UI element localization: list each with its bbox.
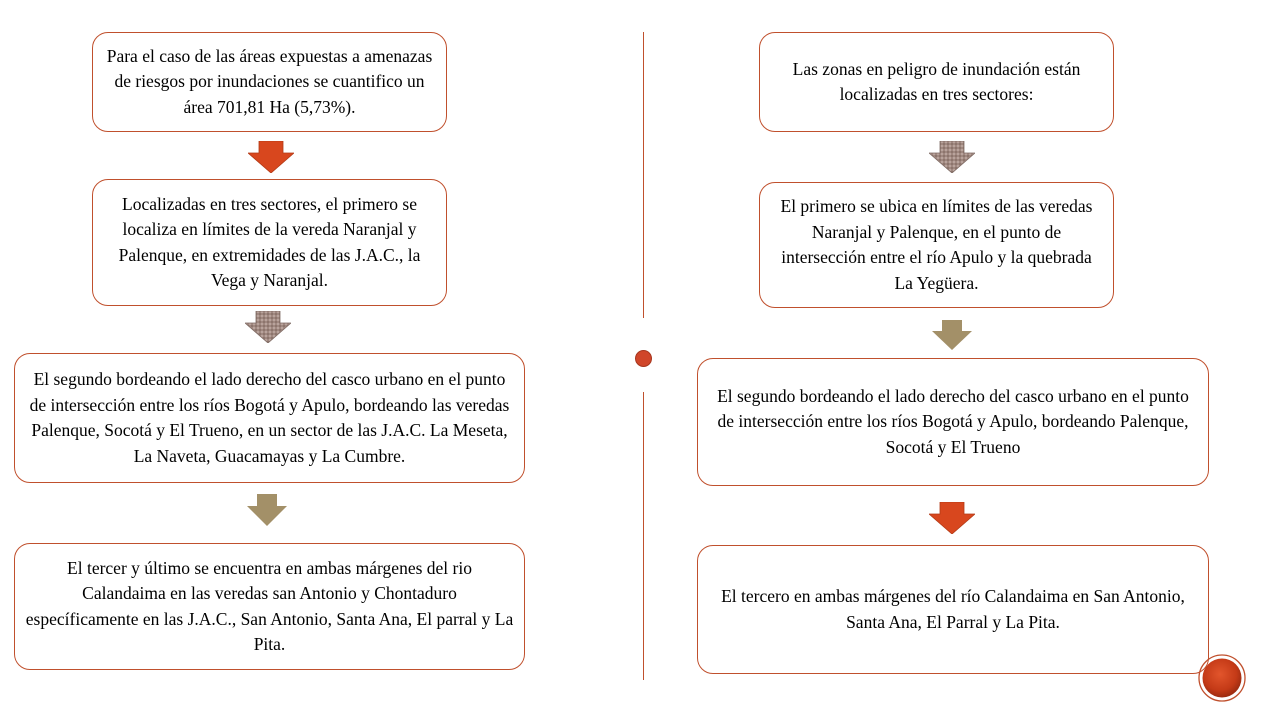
right-box-1 <box>759 32 1114 132</box>
arrow-down-icon <box>245 311 291 343</box>
right-box-4-text: El tercero en ambas márgenes del río Calandaima en San Antonio, Santa Ana, El Parral y La Pita. <box>721 586 1185 632</box>
divider-bottom <box>643 392 644 680</box>
left-box-3-text: El segundo bordeando el lado derecho del casco urbano en el punto de intersección entre los ríos Bogotá y Apulo, bordeando las veredas Palenque, Socotá y El Trueno, en un sector de las J.A.C. La Meseta, La Naveta, Guacamayas y La Cumbre. <box>29 369 510 466</box>
divider-dot <box>635 350 652 367</box>
right-box-2-text: El primero se ubica en límites de las veredas Naranjal y Palenque, en el punto de intersección entre el río Apulo y la quebrada La Yegüera. <box>780 196 1093 293</box>
arrow-down-icon <box>247 494 287 526</box>
left-box-4 <box>14 543 525 670</box>
left-box-1 <box>92 32 447 132</box>
right-box-3 <box>697 358 1209 486</box>
decorative-circle-icon <box>1198 654 1246 702</box>
right-box-3-text: El segundo bordeando el lado derecho del casco urbano en el punto de intersección entre los ríos Bogotá y Apulo, bordeando Palenque, Socotá y El Trueno <box>717 385 1189 457</box>
right-box-1-text: Las zonas en peligro de inundación están localizadas en tres sectores: <box>792 58 1081 104</box>
arrow-down-icon <box>248 141 294 173</box>
divider-top <box>643 32 644 318</box>
left-box-2-text: Localizadas en tres sectores, el primero se localiza en límites de la vereda Naranjal y Palenque, en extremidades de las J.A.C., la Vega y Naranjal. <box>118 193 421 290</box>
arrow-down-icon <box>929 141 975 173</box>
left-box-3 <box>14 353 525 483</box>
left-box-1-text: Para el caso de las áreas expuestas a amenazas de riesgos por inundaciones se cuantifico un área 701,81 Ha (5,73%). <box>106 45 433 117</box>
left-box-4-text: El tercer y último se encuentra en ambas márgenes del rio Calandaima en las veredas san Antonio y Chontaduro específicamente en las J.A.C., San Antonio, Santa Ana, El parral y La Pita. <box>25 557 514 654</box>
arrow-down-icon <box>929 502 975 534</box>
arrow-down-icon <box>932 320 972 350</box>
right-box-4 <box>697 545 1209 674</box>
left-box-2 <box>92 179 447 306</box>
right-box-2 <box>759 182 1114 308</box>
